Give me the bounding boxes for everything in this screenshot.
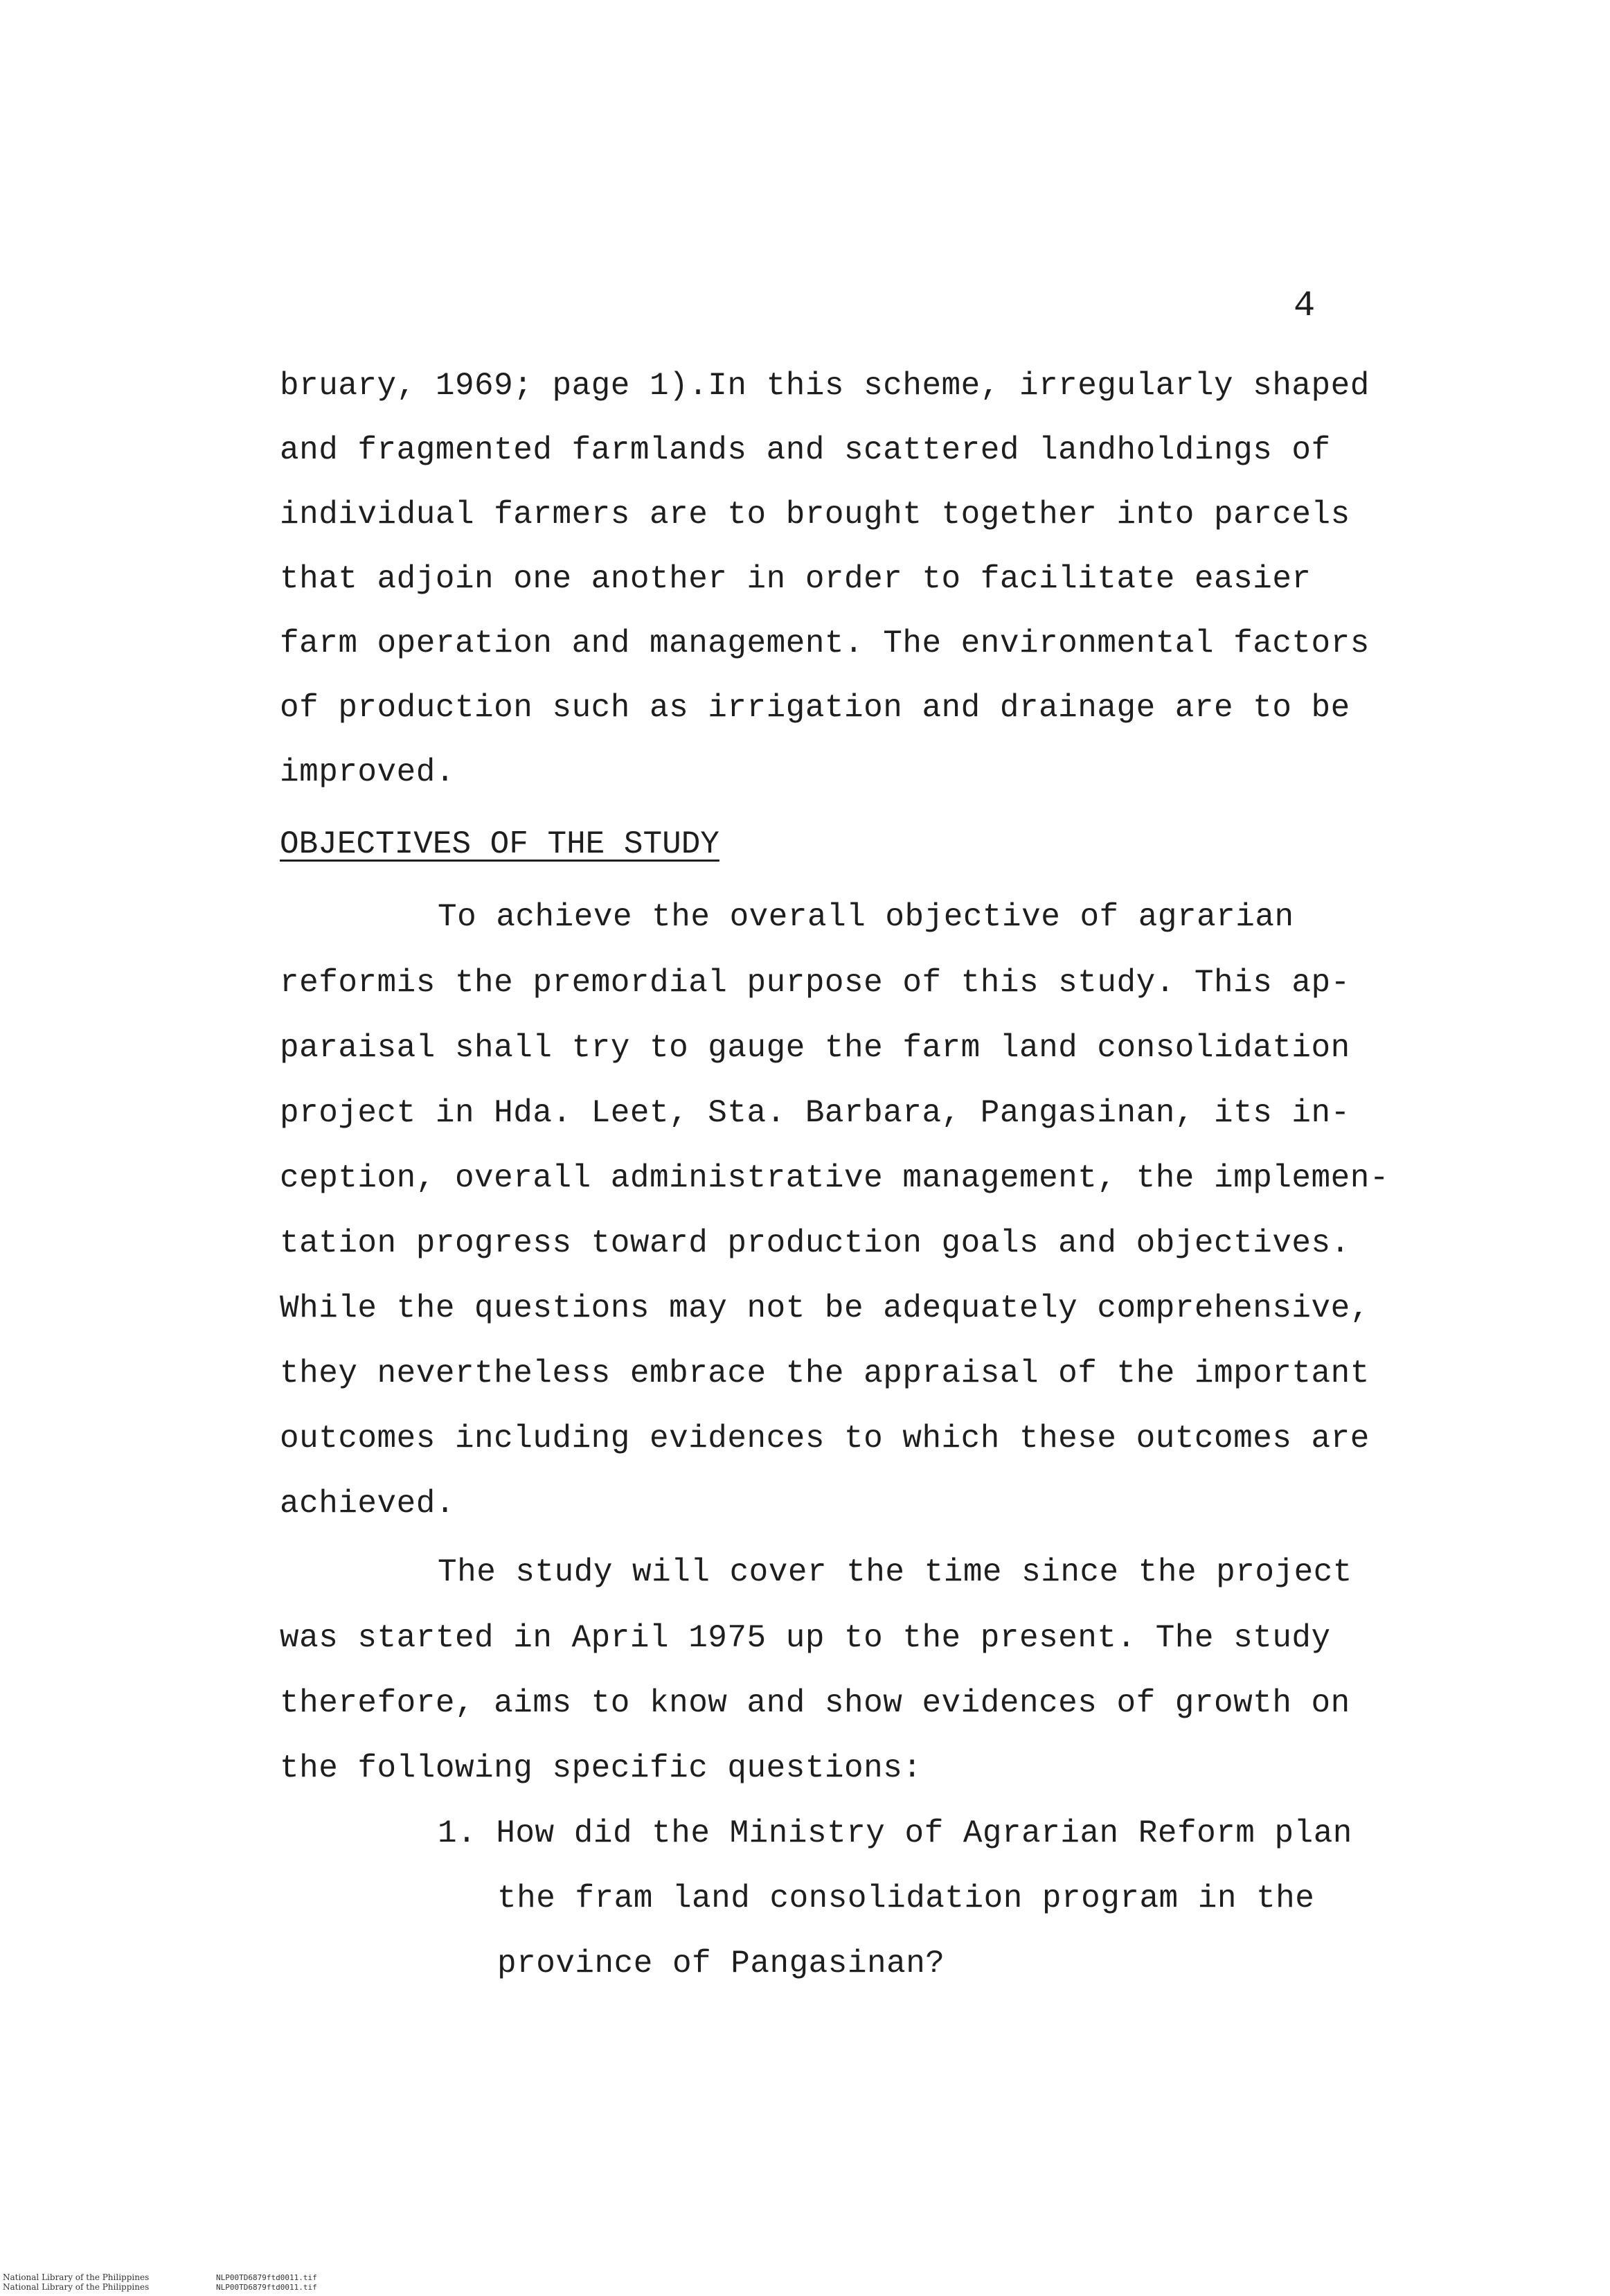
text-line: individual farmers are to brought together into parcels	[280, 497, 1350, 533]
text-line: and fragmented farmlands and scattered landholdings of	[280, 432, 1331, 468]
text-line: province of Pangasinan?	[497, 1946, 945, 1982]
text-line: 1. How did the Ministry of Agrarian Reform plan	[438, 1815, 1352, 1851]
text-line: therefore, aims to know and show evidences of growth on	[280, 1685, 1350, 1721]
section-heading: OBJECTIVES OF THE STUDY	[280, 826, 719, 862]
text-line: the fram land consolidation program in the	[497, 1880, 1315, 1916]
text-line: paraisal shall try to gauge the farm land consolidation	[280, 1030, 1350, 1066]
file-id: NLP00TD6879ftd0011.tif	[216, 2273, 317, 2282]
text-line: farm operation and management. The environmental factors	[280, 625, 1370, 661]
text-line: ception, overall administrative management, the implemen-	[280, 1160, 1389, 1196]
text-line: the following specific questions:	[280, 1750, 922, 1786]
text-line: reformis the premordial purpose of this study. This ap-	[280, 965, 1350, 1001]
text-line: tation progress toward production goals and objectives.	[280, 1225, 1350, 1261]
text-line: of production such as irrigation and drainage are to be	[280, 690, 1350, 726]
text-line: achieved.	[280, 1486, 455, 1522]
text-line: The study will cover the time since the project	[438, 1554, 1352, 1590]
text-line: While the questions may not be adequately comprehensive,	[280, 1290, 1370, 1326]
library-credit: National Library of the Philippines	[3, 2272, 150, 2282]
page-number: 4	[1294, 285, 1316, 326]
text-line: bruary, 1969; page 1).In this scheme, irregularly shaped	[280, 368, 1370, 404]
library-credit: National Library of the Philippines	[3, 2282, 150, 2292]
text-line: project in Hda. Leet, Sta. Barbara, Pangasinan, its in-	[280, 1095, 1350, 1131]
text-line: outcomes including evidences to which these outcomes are	[280, 1421, 1370, 1457]
text-line: that adjoin one another in order to facilitate easier	[280, 561, 1312, 597]
text-line: they nevertheless embrace the appraisal of the important	[280, 1355, 1370, 1391]
text-line: To achieve the overall objective of agrarian	[438, 899, 1294, 935]
text-line: was started in April 1975 up to the present. The study	[280, 1620, 1331, 1656]
file-id: NLP00TD6879ftd0011.tif	[216, 2283, 317, 2292]
text-line: improved.	[280, 754, 455, 790]
